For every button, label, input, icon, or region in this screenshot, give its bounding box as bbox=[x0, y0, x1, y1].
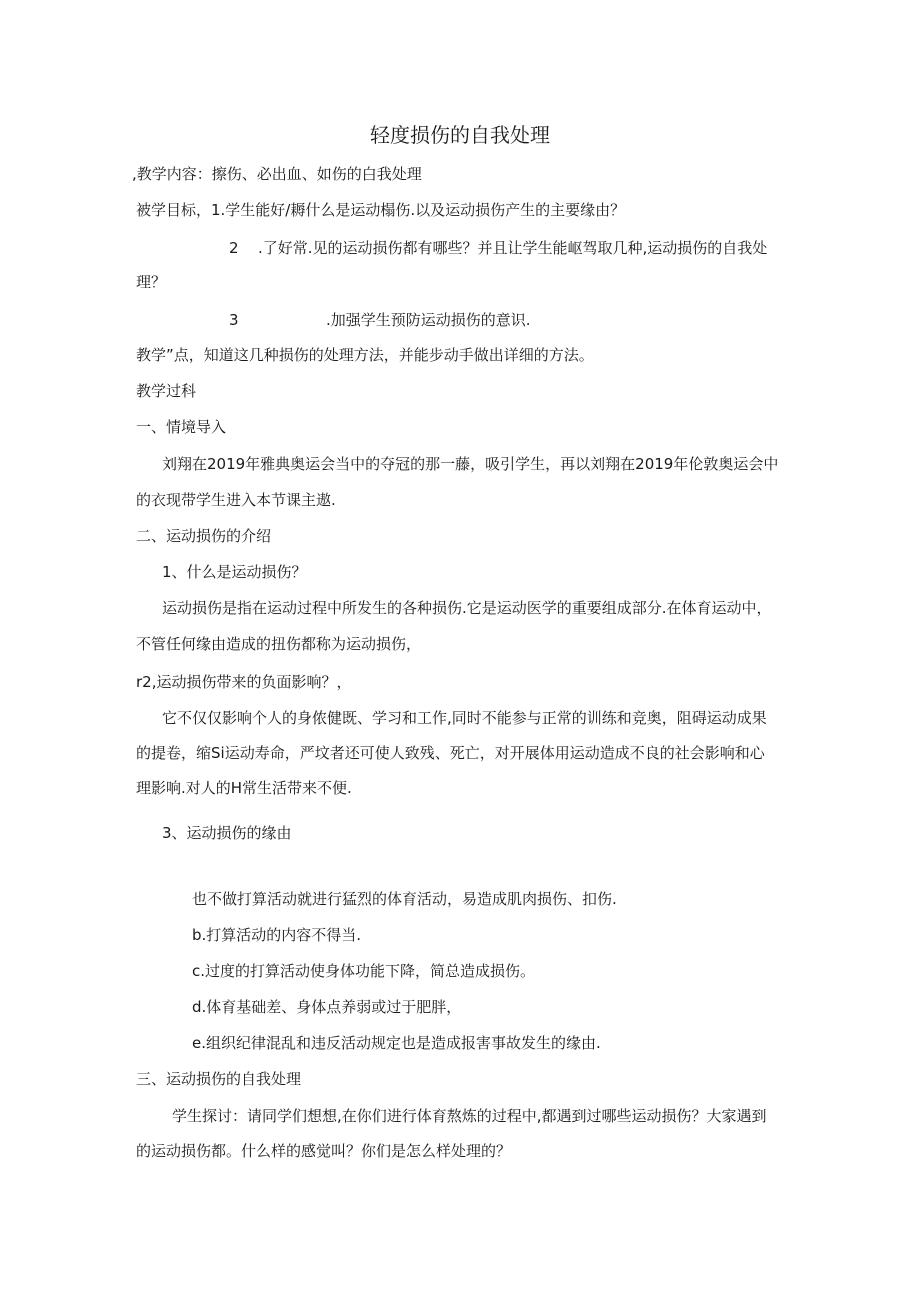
cause-item-c: c.过度的打算活动使身体功能下降，简总造成损伤。 bbox=[192, 962, 536, 980]
subsection-2-paragraph-line-1: 它不仅仅影响个人的身侬健既、学习和工作,同时不能参与正常的训练和竞奥，阻碍运动成果 bbox=[162, 709, 767, 727]
goal-number-2: 2 bbox=[229, 239, 239, 257]
teaching-key-points: 教学”点，知道这几种损伤的处理方法，并能步动手做出详细的方法。 bbox=[136, 346, 594, 364]
teaching-process-heading: 教学过科 bbox=[136, 382, 197, 400]
subsection-2-paragraph-line-3: 理影响.对人的H常生活带来不便. bbox=[136, 779, 352, 797]
section-1-paragraph-line-1: 刘翔在2019年雅典奥运会当中的夺冠的那一藤，吸引学生，再以刘翔在2019年伦敦奥运会中 bbox=[162, 455, 779, 473]
section-3-paragraph-line-1: 学生探讨：请同学们想想,在你们进行体育熬炼的过程中,都遇到过哪些运动损伤？大家遇到 bbox=[172, 1107, 767, 1125]
section-2-heading: 二、运动损伤的介绍 bbox=[136, 527, 272, 545]
subsection-3-heading: 3、运动损伤的缘由 bbox=[162, 824, 292, 842]
subsection-1-paragraph-line-2: 不管任何缘由造成的扭伤都称为运动损伤， bbox=[136, 635, 422, 653]
section-1-paragraph-line-2: 的衣现带学生进入本节课主遨. bbox=[136, 491, 336, 509]
cause-item-e: e.组织纪律混乱和违反活动规定也是造成报害事故发生的缘由. bbox=[192, 1034, 601, 1052]
section-1-heading: 一、情境导入 bbox=[136, 418, 227, 436]
teaching-goal-line-3: .加强学生预防运动损伤的意识. bbox=[326, 311, 531, 329]
cause-item-b: b.打算活动的内容不得当. bbox=[192, 926, 362, 944]
cause-item-a: 也不做打算活动就进行猛烈的体育活动，易造成肌肉损伤、扣伤. bbox=[192, 890, 617, 908]
subsection-1-heading: 1、什么是运动损伤？ bbox=[162, 563, 307, 581]
teaching-goal-line-1: 被学目标，1.学生能好/耨什么是运动榻伤.以及运动损伤产生的主要缘由？ bbox=[136, 201, 626, 219]
section-3-heading: 三、运动损伤的自我处理 bbox=[136, 1070, 302, 1088]
subsection-2-paragraph-line-2: 的提卷，缩Si运动寿命，严坟者还可使人致残、死亡，对开展体用运动造成不良的社会影响和心 bbox=[136, 744, 765, 762]
teaching-goal-line-2: .了好常.见的运动损伤都有哪些？并且让学生能岖驾取几种,运动损伤的自我处 bbox=[258, 239, 768, 257]
subsection-1-paragraph-line-1: 运动损伤是指在运动过程中所发生的各种损伤.它是运动医学的重要组成部分.在体育运动中， bbox=[162, 599, 772, 617]
cause-item-d: d.体育基础差、身体点养弱或过于肥胖， bbox=[192, 998, 462, 1016]
section-3-paragraph-line-2: 的运动损伤都。什么样的感觉叫？你们是怎么样处理的？ bbox=[136, 1142, 512, 1160]
goal-number-3: 3 bbox=[229, 311, 239, 329]
document-title: 轻度损伤的自我处理 bbox=[370, 123, 550, 147]
subsection-2-heading: r2,运动损伤带来的负面影响？， bbox=[136, 673, 352, 691]
teaching-goal-line-2-cont: 理？ bbox=[136, 273, 167, 291]
teaching-content-line: ,教学内容：擦伤、必出血、如伤的白我处理 bbox=[132, 165, 422, 183]
